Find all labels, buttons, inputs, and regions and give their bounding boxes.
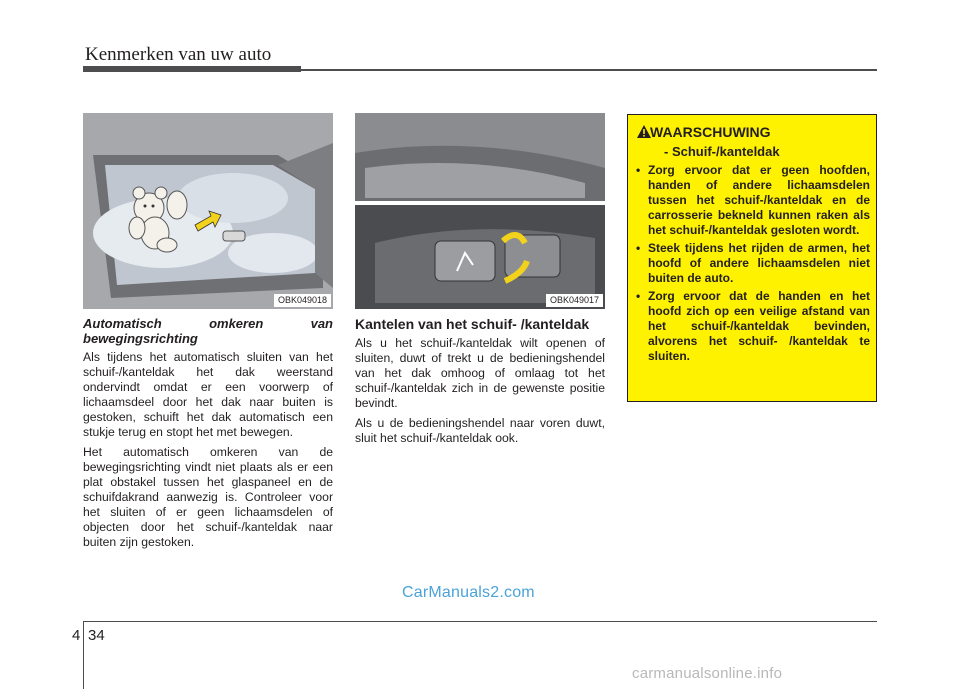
sunroof-drawing (83, 113, 333, 309)
image-code: OBK049017 (546, 294, 603, 307)
footer-divider (83, 622, 84, 689)
warning-item: • Zorg ervoor dat de handen en het hoofd zich op een veilige afstand van het schuif-/kanteldak bevinden, alvorens het schuif- /kanteldak te sluiten. (636, 289, 870, 364)
warning-box (627, 114, 877, 402)
image-code: OBK049018 (274, 294, 331, 307)
warning-list (636, 163, 870, 367)
chapter-number: 4 (72, 627, 81, 644)
warning-title: WAARSCHUWING (650, 124, 771, 140)
header-rule (301, 69, 877, 71)
warning-subtitle: - Schuif-/kanteldak (664, 144, 780, 159)
section-heading: Kantelen van het schuif- /kanteldak (355, 316, 590, 332)
paragraph: Het automatisch omkeren van de bewegingsrichting vindt niet plaats als er een plat obstakel tussen het glaspaneel en de schuifdakrand aanwezig is. Controleer voor het sluiten of er geen lichaamsdelen of objecten door het schuif-/kanteldak naar buiten zijn gestoken. (83, 445, 333, 549)
footer-rule (83, 621, 877, 622)
paragraph: Als u de bedieningshendel naar voren duwt, sluit het schuif-/kanteldak ook. (355, 416, 605, 445)
page-header-title: Kenmerken van uw auto (85, 44, 272, 65)
console-illustration (355, 113, 605, 309)
console-drawing (355, 113, 605, 309)
paragraph: Als tijdens het automatisch sluiten van het schuif-/kanteldak het dak weerstand ondervindt omdat er een voorwerp of lichaamsdeel door het dak naar buiten is gestoken, schuift het dak automatisch een stukje terug en stopt het met bewegen. (83, 350, 333, 439)
site-watermark[interactable]: CarManuals2.com (402, 584, 535, 601)
warning-triangle-icon (637, 125, 651, 138)
header-bar (83, 66, 301, 72)
paragraph: Als u het schuif-/kanteldak wilt openen of sluiten, duwt of trekt u de bedieningshendel van het dak omhoog of omlaag tot het schuif-/kanteldak zich in de gewenste positie bevindt. (355, 336, 605, 410)
middle-column (355, 316, 605, 451)
left-column (83, 316, 333, 555)
page-number: 34 (88, 627, 105, 644)
warning-item: • Steek tijdens het rijden de armen, het hoofd of andere lichaamsdelen niet buiten de auto. (636, 241, 870, 286)
bottom-watermark: carmanualsonline.info (632, 665, 783, 682)
warning-item: • Zorg ervoor dat er geen hoofden, handen of andere lichaamsdelen tussen het schuif-/kanteldak en de carrosserie bekneld kunnen raken als het schuif-/kanteldak gesloten wordt. (636, 163, 870, 238)
sunroof-illustration (83, 113, 333, 309)
section-subtitle: Automatisch omkeren van bewegingsrichting (83, 316, 333, 346)
